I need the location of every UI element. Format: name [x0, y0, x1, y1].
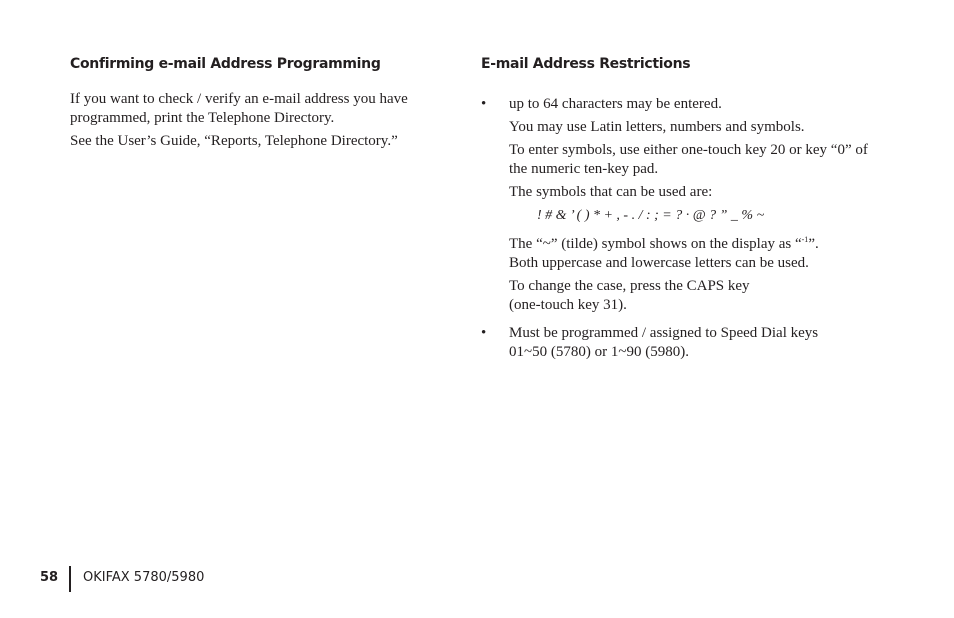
tilde-text-after: ”.	[808, 236, 819, 252]
confirming-heading: Confirming e-mail Address Programming	[70, 56, 381, 72]
footer-divider	[69, 566, 71, 592]
see-guide-paragraph: See the User’s Guide, “Reports, Telephone Directory.”	[70, 133, 398, 149]
allowed-symbols: ! # & ’ ( ) * + , - . / : ; = ? · @ ? ” _ % ~	[537, 208, 765, 223]
caps-key-line-1: To change the case, press the CAPS key	[509, 278, 750, 294]
bullet-2: •	[481, 325, 487, 341]
caps-key-line-2: (one-touch key 31).	[509, 297, 627, 313]
tilde-text-before: The “~” (tilde) symbol shows on the display as “	[509, 236, 802, 252]
tilde-superscript: -1	[801, 235, 809, 244]
case-text: Both uppercase and lowercase letters can be used.	[509, 255, 809, 271]
symbols-intro-text: The symbols that can be used are:	[509, 184, 713, 200]
page-number: 58	[40, 570, 59, 585]
restrictions-heading: E-mail Address Restrictions	[481, 56, 691, 72]
latin-letters-text: You may use Latin letters, numbers and symbols.	[509, 119, 805, 135]
speed-dial-text: Must be programmed / assigned to Speed Dial keys 01~50 (5780) or 1~90 (5980).	[509, 325, 819, 360]
tilde-text	[509, 230, 889, 254]
enter-symbols-text: To enter symbols, use either one-touch key 20 or key “0” of the numeric ten-key pad.	[509, 142, 868, 177]
confirm-paragraph: If you want to check / verify an e-mail address you have programmed, print the Telephone Directory.	[70, 91, 408, 126]
bullet-1: •	[481, 96, 487, 112]
footer-title: OKIFAX 5780/5980	[83, 570, 205, 585]
max-characters-text: up to 64 characters may be entered.	[509, 96, 722, 112]
